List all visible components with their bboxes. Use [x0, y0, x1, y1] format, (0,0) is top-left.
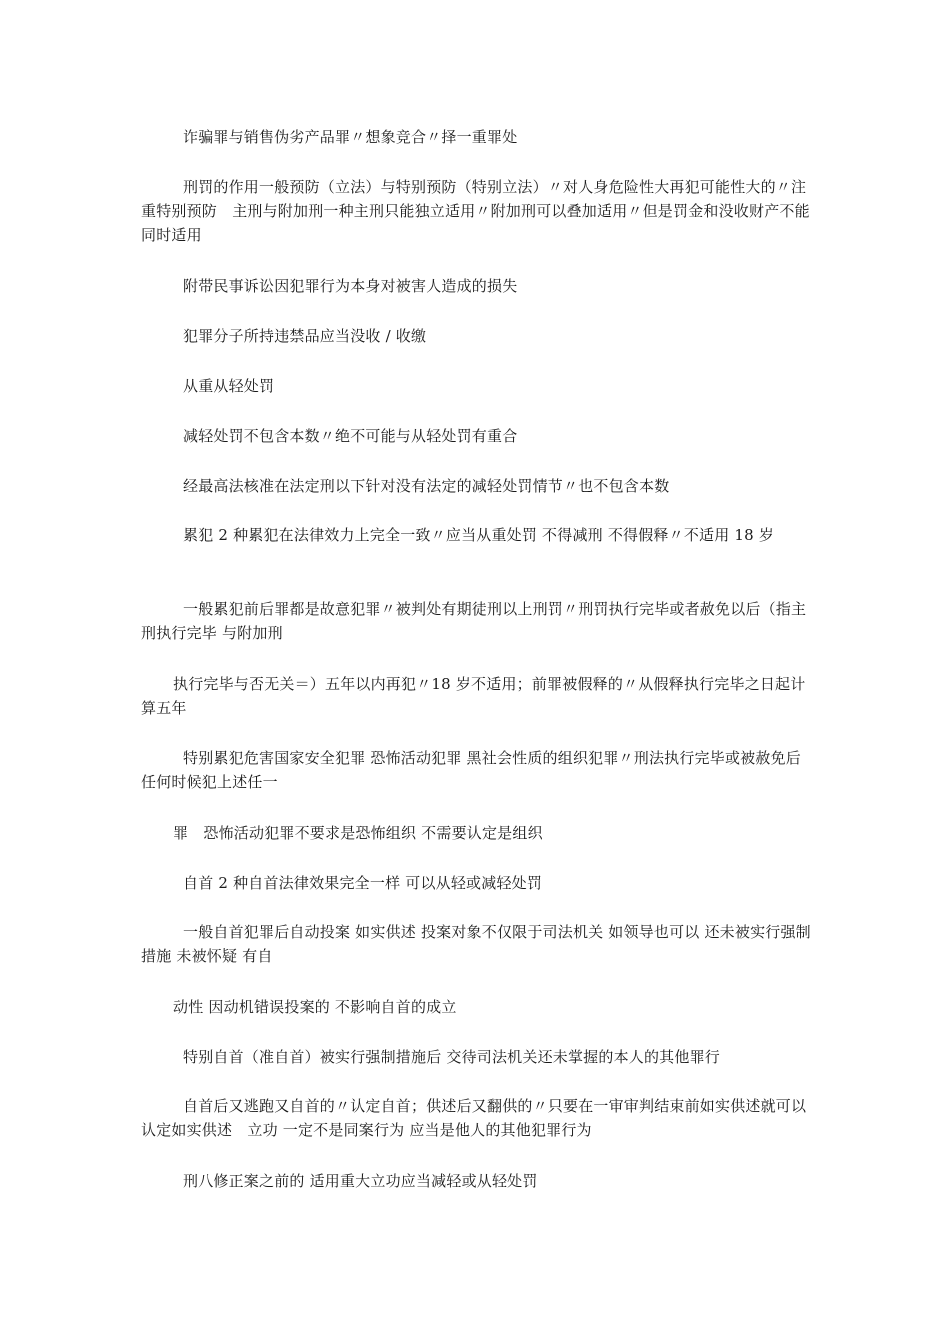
- paragraph-fraud: 诈骗罪与销售伪劣产品罪〃想象竞合〃择一重罪处: [183, 128, 518, 146]
- paragraph-contraband: 犯罪分子所持违禁品应当没收 / 收缴: [183, 327, 427, 345]
- paragraph-general-recidivism: 一般累犯前后罪都是故意犯罪〃被判处有期徒刑以上刑罚〃刑罚执行完毕或者赦免以后（指主刑执行完毕 与附加刑: [141, 600, 807, 642]
- paragraph-general-surrender: 一般自首犯罪后自动投案 如实供述 投案对象不仅限于司法机关 如领导也可以 还未被实行强制措施 未被怀疑 有自: [141, 923, 811, 965]
- paragraph-execution-complete: 执行完毕与否无关＝）五年以内再犯〃18 岁不适用；前罪被假释的〃从假释执行完毕之日起计算五年: [141, 675, 806, 717]
- paragraph-heavier-lighter: 从重从轻处罚: [183, 377, 275, 395]
- paragraph-civil-suit: 附带民事诉讼因犯罪行为本身对被害人造成的损失: [183, 277, 518, 295]
- paragraph-eighth-amendment: 刑八修正案之前的 适用重大立功应当减轻或从轻处罚: [183, 1172, 538, 1190]
- paragraph-surrender-escape: 自首后又逃跑又自首的〃认定自首；供述后又翻供的〃只要在一审审判结束前如实供述就可以认定如实供述 立功 一定不是同案行为 应当是他人的其他犯罪行为: [141, 1097, 807, 1139]
- paragraph-voluntariness: 动性 因动机错误投案的 不影响自首的成立: [173, 998, 457, 1016]
- paragraph-recidivism: 累犯 2 种累犯在法律效力上完全一致〃应当从重处罚 不得减刑 不得假释〃不适用 18 岁: [183, 526, 775, 544]
- paragraph-mitigation: 减轻处罚不包含本数〃绝不可能与从轻处罚有重合: [183, 427, 518, 445]
- paragraph-terror-crime: 罪 恐怖活动犯罪不要求是恐怖组织 不需要认定是组织: [173, 824, 543, 842]
- paragraph-punishment-function: 刑罚的作用一般预防（立法）与特别预防（特别立法）〃对人身危险性大再犯可能性大的〃注重特别预防 主刑与附加刑一种主刑只能独立适用〃附加刑可以叠加适用〃但是罚金和没收财产不能同时适用: [141, 178, 810, 244]
- paragraph-surrender: 自首 2 种自首法律效果完全一样 可以从轻或减轻处罚: [183, 874, 543, 892]
- paragraph-special-surrender: 特别自首（准自首）被实行强制措施后 交待司法机关还未掌握的本人的其他罪行: [183, 1048, 720, 1066]
- paragraph-supreme-court: 经最高法核准在法定刑以下针对没有法定的减轻处罚情节〃也不包含本数: [183, 477, 670, 495]
- paragraph-special-recidivism: 特别累犯危害国家安全犯罪 恐怖活动犯罪 黑社会性质的组织犯罪〃刑法执行完毕或被赦免后 任何时候犯上述任一: [141, 749, 801, 791]
